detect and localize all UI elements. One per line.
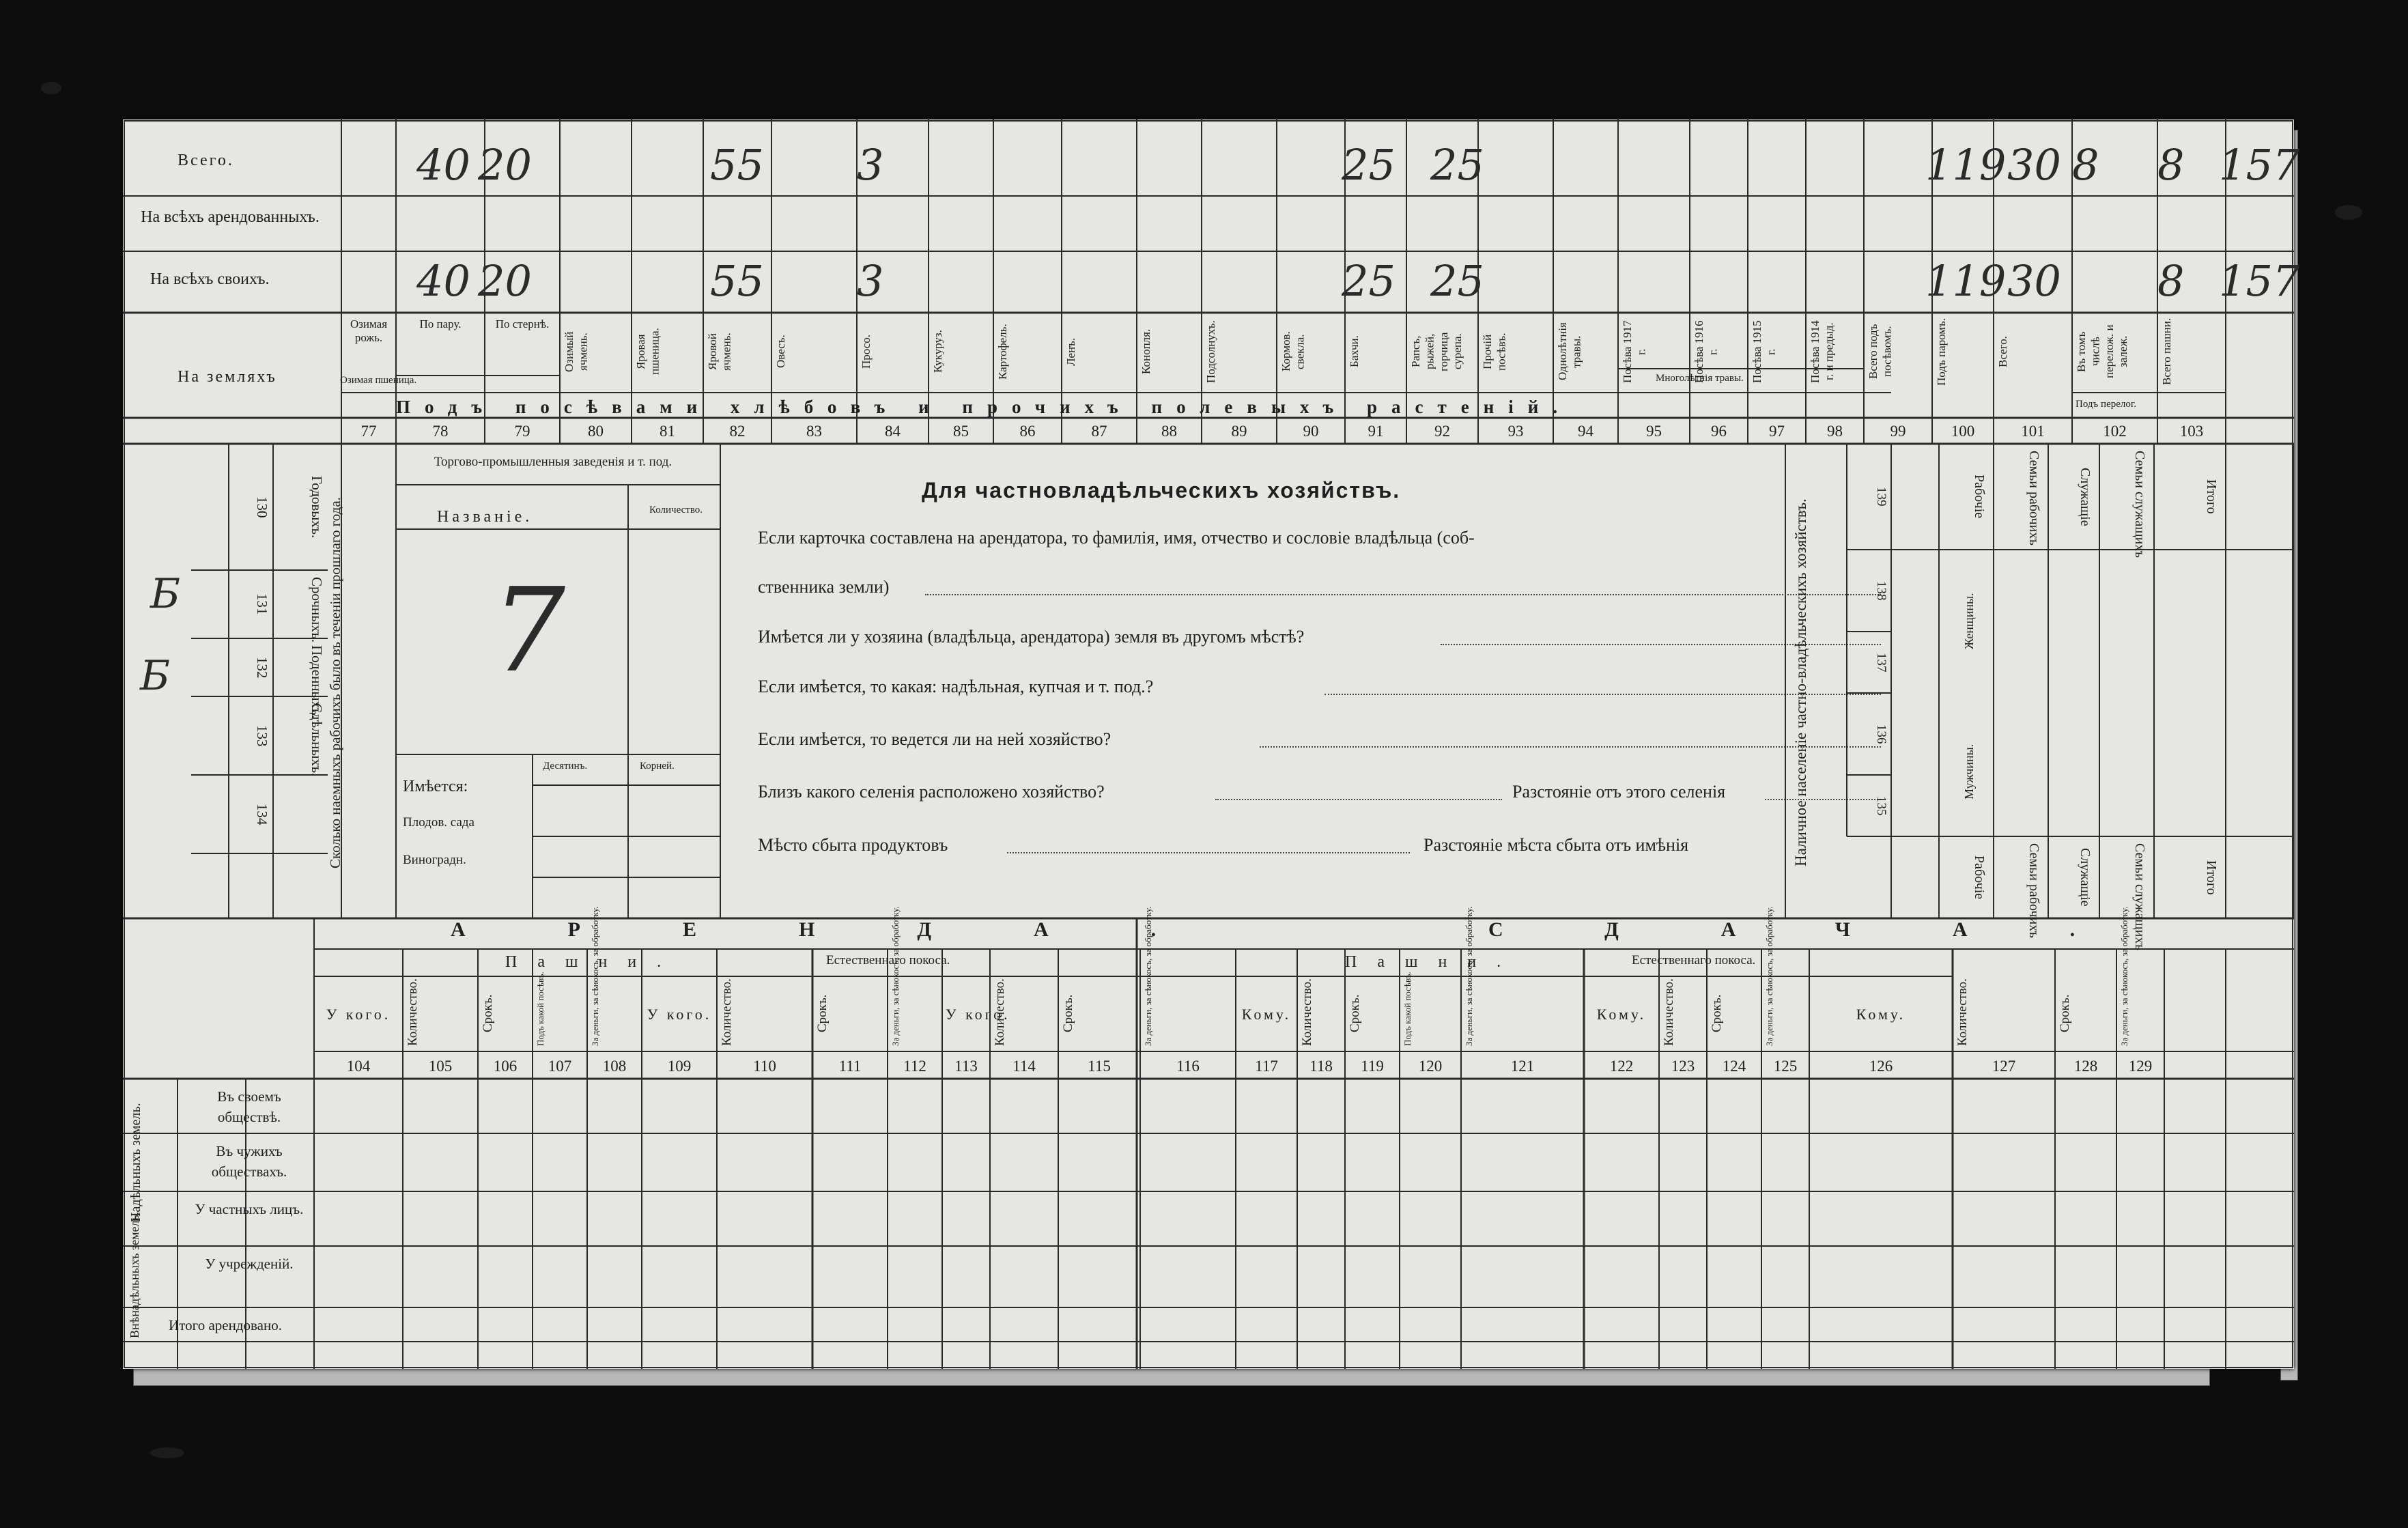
lease-col-number: 114 xyxy=(1012,1058,1036,1075)
lease-col-header: За деньги, за сѣнокосъ, за обработку. xyxy=(1143,906,1153,1046)
lease-col-header: Срокъ. xyxy=(1348,994,1362,1033)
form-q2: Имѣется ли у хозяина (владѣльца, арендатора) земля въ другомъ мѣстѣ? xyxy=(758,627,1305,647)
lease-col-number: 126 xyxy=(1869,1058,1893,1075)
population-col-header: Рабочіе xyxy=(1972,475,1987,519)
population-men: Мужчины. xyxy=(1962,744,1976,800)
group-label-winter-wheat: Озимая пшеница. xyxy=(340,375,417,386)
crop-header: Яровая пшеница. xyxy=(634,328,662,376)
lease-col-number: 116 xyxy=(1176,1058,1200,1075)
lease-row-label: У частныхъ лицъ. xyxy=(195,1201,304,1217)
population-col-footer: Рабочіе xyxy=(1972,855,1987,900)
population-col-footer: Служащіе xyxy=(2078,848,2093,907)
lease-col-header: Кому. xyxy=(1241,1006,1292,1023)
sdacha-pokos: Естественнаго покоса. xyxy=(1632,953,1756,967)
lease-col-number: 105 xyxy=(428,1058,453,1075)
lease-col-number: 117 xyxy=(1255,1058,1278,1075)
crop-header: Посѣва 1916 г. xyxy=(1692,320,1720,383)
arenda-title: АРЕНДА. xyxy=(451,918,1259,941)
lease-col-header: За деньги, за сѣнокосъ, за обработку. xyxy=(590,906,600,1046)
lease-col-number: 128 xyxy=(2073,1058,2098,1075)
population-row-num: 138 xyxy=(1874,580,1888,601)
worker-row-label: Годовыхъ. xyxy=(309,475,325,539)
sdacha-title: СДАЧА. xyxy=(1488,918,2178,941)
lease-col-number: 106 xyxy=(493,1058,518,1075)
population-row-num: 139 xyxy=(1874,487,1888,507)
column-number: 86 xyxy=(1019,423,1036,440)
lease-col-header: Срокъ. xyxy=(1710,994,1724,1033)
hw-trade-number: 7 xyxy=(492,563,566,698)
column-number: 85 xyxy=(953,423,969,440)
hw-total-84: 3 xyxy=(857,140,884,190)
column-number: 94 xyxy=(1578,423,1593,440)
column-number: 82 xyxy=(729,423,746,440)
form-q6a: Мѣсто сбыта продуктовъ xyxy=(758,835,948,855)
lease-col-header: За деньги, за сѣнокосъ, за обработку. xyxy=(1464,906,1474,1046)
crop-header: Конопля. xyxy=(1139,328,1152,375)
lease-col-number: 109 xyxy=(667,1058,692,1075)
lease-col-number: 104 xyxy=(346,1058,371,1075)
hw-own-91: 25 xyxy=(1342,256,1396,306)
worker-row-label: Срочныхъ. xyxy=(309,577,325,643)
lease-col-number: 110 xyxy=(753,1058,776,1075)
population-row-num: 135 xyxy=(1874,795,1888,816)
lease-col-number: 125 xyxy=(1773,1058,1798,1075)
form-q1b: ственника земли) xyxy=(758,577,890,597)
lease-row-label: Итого арендовано. xyxy=(169,1317,282,1333)
lease-col-header: Количество. xyxy=(1662,978,1676,1046)
crop-header: Всего пашни. xyxy=(2160,317,2173,386)
column-number: 79 xyxy=(514,423,530,440)
lease-col-header: Количество. xyxy=(1300,978,1314,1046)
population-col-footer: Семьи служащихъ xyxy=(2132,843,2147,950)
crop-header: Бахчи. xyxy=(1348,335,1361,368)
hw-letter-b2: Б xyxy=(140,652,171,700)
column-number: 103 xyxy=(2179,423,2204,440)
crop-header: Всего. xyxy=(1996,336,2009,367)
hw-total-102: 8 xyxy=(2157,140,2185,190)
private-form-title: Для частновладѣльческихъ хозяйствъ. xyxy=(922,478,1401,503)
crop-header: Озимая рожь. xyxy=(350,317,388,345)
lease-col-header: Количество. xyxy=(406,978,420,1046)
crop-header: Подсолнухъ. xyxy=(1204,320,1217,383)
worker-row-num: 134 xyxy=(254,803,270,825)
hw-total-91: 25 xyxy=(1342,140,1396,190)
lease-col-number: 124 xyxy=(1722,1058,1746,1075)
lease-col-number: 119 xyxy=(1361,1058,1384,1075)
population-col-footer: Семьи рабочихъ xyxy=(2026,843,2041,938)
worker-row-num: 132 xyxy=(254,656,270,679)
column-number: 93 xyxy=(1507,423,1524,440)
lease-col-number: 120 xyxy=(1418,1058,1443,1075)
lease-col-header: Количество. xyxy=(1955,978,1970,1046)
form-q4: Если имѣется, то ведется ли на ней хозяйство? xyxy=(758,729,1111,749)
lease-col-header: У кого. xyxy=(647,1006,712,1023)
crop-header: Прочій посѣвъ. xyxy=(1481,333,1508,371)
form-q1a: Если карточка составлена на арендатора, то фамилія, имя, отчество и сословіе владѣльца (соб- xyxy=(758,528,1475,548)
background-speck xyxy=(2335,205,2362,220)
crop-header: Кукуруз. xyxy=(931,330,944,373)
hw-own-102: 8 xyxy=(2157,256,2185,306)
lease-col-header: Кому. xyxy=(1856,1006,1906,1023)
lease-col-header: Срокъ. xyxy=(815,994,830,1033)
vineyard-label: Виноградн. xyxy=(403,853,466,867)
column-number: 89 xyxy=(1231,423,1247,440)
lease-row-label: Въ чужихъ обществахъ. xyxy=(211,1143,287,1180)
hw-own-100: 30 xyxy=(2007,256,2061,306)
crop-header: По стернѣ. xyxy=(495,317,550,330)
crop-header: Овесъ. xyxy=(774,335,787,369)
hw-total-103: 157 xyxy=(2219,140,2300,190)
census-card xyxy=(123,119,2300,1369)
population-women: Женщины. xyxy=(1962,593,1976,650)
hw-own-84: 3 xyxy=(857,256,884,306)
lease-col-number: 129 xyxy=(2128,1058,2153,1075)
hw-own-82: 55 xyxy=(710,256,764,306)
group-label-fallow: Подъ перелог. xyxy=(2076,399,2137,410)
lease-col-header: За деньги, за сѣнокосъ, за обработку. xyxy=(1764,906,1774,1046)
crop-header: Рапсъ, рыжей, горчица сурепа. xyxy=(1409,332,1464,371)
lease-col-number: 112 xyxy=(903,1058,926,1075)
column-number: 92 xyxy=(1434,423,1450,440)
background-speck xyxy=(41,82,61,94)
column-number: 83 xyxy=(806,423,822,440)
worker-row-label: Сдѣльныхъ. xyxy=(309,703,325,777)
hw-own-79: 20 xyxy=(478,256,532,306)
trade-name-col: Названіе. xyxy=(437,508,533,526)
hw-total-92: 25 xyxy=(1430,140,1484,190)
row-label-on-lands: На земляхъ xyxy=(178,368,277,386)
hw-own-78: 40 xyxy=(416,256,470,306)
column-number: 100 xyxy=(1951,423,1975,440)
lease-col-number: 121 xyxy=(1510,1058,1535,1075)
column-number: 101 xyxy=(2021,423,2045,440)
hw-own-103: 157 xyxy=(2219,256,2300,306)
column-number: 95 xyxy=(1646,423,1662,440)
lease-col-number: 107 xyxy=(548,1058,572,1075)
hw-own-99: 119 xyxy=(1925,256,2007,306)
lease-col-header: Срокъ. xyxy=(2058,994,2072,1033)
worker-row-num: 130 xyxy=(254,496,270,518)
crop-header: Однолѣтнія травы. xyxy=(1556,322,1583,381)
worker-row-num: 131 xyxy=(254,593,270,615)
row-label-total: Всего. xyxy=(178,152,234,169)
crop-header: Въ томъ числѣ перелож. и залеж. xyxy=(2075,324,2130,379)
form-q5b: Разстояніе отъ этого селенія xyxy=(1512,782,1726,802)
trade-qty-col: Количество. xyxy=(649,505,703,515)
lease-col-number: 108 xyxy=(602,1058,627,1075)
lease-col-number: 113 xyxy=(954,1058,978,1075)
column-number: 81 xyxy=(660,423,675,440)
population-col-header: Семьи рабочихъ xyxy=(2026,451,2041,546)
hw-letter-b1: Б xyxy=(150,570,181,618)
column-number: 88 xyxy=(1161,423,1177,440)
lease-col-number: 111 xyxy=(838,1058,862,1075)
lease-col-header: Срокъ. xyxy=(1061,994,1075,1033)
crop-header: Просо. xyxy=(860,335,873,369)
column-number: 78 xyxy=(432,423,449,440)
group-label-perennial: Многолѣтнія травы. xyxy=(1656,373,1744,384)
lease-col-header: Количество. xyxy=(720,978,734,1046)
desyatin-col: Десятинъ. xyxy=(543,761,588,772)
lease-col-header: За деньги, за сѣнокосъ, за обработку. xyxy=(2119,906,2129,1046)
population-col-header: Служащіе xyxy=(2078,467,2093,526)
sdacha-pashni: Пашни. xyxy=(1345,953,1522,971)
lease-col-number: 122 xyxy=(1609,1058,1634,1075)
lease-row-label: У учрежденій. xyxy=(205,1256,294,1272)
column-number: 84 xyxy=(885,423,901,440)
crop-header: Всего подъ посѣвомъ. xyxy=(1867,324,1894,380)
row-group-vnenadel: Внѣнадѣльныхъ земель. xyxy=(128,1211,141,1338)
background-speck xyxy=(150,1447,184,1458)
orchard-label: Плодов. сада xyxy=(403,815,474,830)
hw-total-79: 20 xyxy=(478,140,532,190)
worker-row-num: 133 xyxy=(254,724,270,747)
column-number: 102 xyxy=(2103,423,2127,440)
lease-col-number: 123 xyxy=(1671,1058,1695,1075)
column-number: 96 xyxy=(1711,423,1727,440)
population-title: Наличное населеніе частно-владѣльческихъ хозяйствъ. xyxy=(1792,498,1809,867)
crop-header: Посѣва 1917 г. xyxy=(1621,320,1648,383)
lease-row-label: Въ своемъ обществѣ. xyxy=(217,1088,281,1126)
column-number: 87 xyxy=(1091,423,1107,440)
banner-under-crops: Подъ посѣвами хлѣбовъ и прочихъ полевыхъ растеній. xyxy=(396,397,1572,417)
lease-col-header: Кому. xyxy=(1596,1006,1647,1023)
worker-row-label: Поденныхъ. xyxy=(309,645,325,719)
lease-col-header: Срокъ. xyxy=(481,994,495,1033)
form-q3: Если имѣется, то какая: надѣльная, купчая и т. под.? xyxy=(758,677,1154,696)
column-number: 99 xyxy=(1890,423,1906,440)
lease-col-number: 127 xyxy=(1992,1058,2016,1075)
column-number: 91 xyxy=(1368,423,1384,440)
hw-total-78: 40 xyxy=(416,140,470,190)
trade-title: Торгово-промышленныя заведенія и т. под. xyxy=(434,455,672,469)
population-col-header: Итого xyxy=(2204,479,2219,514)
row-label-rented: На всѣхъ арендованныхъ. xyxy=(141,208,320,226)
lease-col-header: За деньги, за сѣнокосъ, за обработку. xyxy=(890,906,901,1046)
crop-header: Яровой ячмень. xyxy=(706,333,733,371)
lease-col-header: Подъ какой посѣвъ. xyxy=(535,972,546,1046)
arenda-pashni: Пашни. xyxy=(505,953,682,971)
lease-col-header: Подъ какой посѣвъ. xyxy=(1402,972,1413,1046)
population-row-num: 137 xyxy=(1874,652,1888,673)
crop-header: По пару. xyxy=(419,317,462,330)
crop-header: Посѣва 1914 г. и предыд. xyxy=(1809,320,1836,383)
column-number: 97 xyxy=(1769,423,1785,440)
column-number: 77 xyxy=(360,423,377,440)
row-label-own: На всѣхъ своихъ. xyxy=(150,270,270,288)
has-label: Имѣется: xyxy=(403,778,468,795)
crop-header: Картофель. xyxy=(996,324,1009,380)
form-q6b: Разстояніе мѣста сбыта отъ имѣнія xyxy=(1423,835,1689,855)
lease-col-number: 118 xyxy=(1309,1058,1333,1075)
lease-col-number: 115 xyxy=(1088,1058,1111,1075)
form-field-market[interactable] xyxy=(1007,852,1410,853)
lease-col-header: Количество. xyxy=(993,978,1007,1046)
crop-header: Кормов. свекла. xyxy=(1279,331,1307,372)
population-row-num: 136 xyxy=(1874,724,1888,744)
korney-col: Корней. xyxy=(640,761,675,772)
population-col-header: Семьи служащихъ xyxy=(2132,451,2147,558)
column-number: 80 xyxy=(588,423,604,440)
crop-header: Озимый ячмень. xyxy=(563,331,590,372)
hw-total-100: 30 xyxy=(2007,140,2061,190)
row-group-nadel: Надѣльныхъ земель. xyxy=(128,1103,143,1222)
arenda-pokos: Естественнаго покоса. xyxy=(826,953,950,967)
form-field-owner[interactable] xyxy=(925,594,1881,595)
column-number: 90 xyxy=(1303,423,1319,440)
lease-col-header: У кого. xyxy=(326,1006,391,1023)
form-q5a: Близъ какого селенія расположено хозяйство? xyxy=(758,782,1105,802)
hw-own-92: 25 xyxy=(1430,256,1484,306)
hw-total-101: 8 xyxy=(2072,140,2099,190)
hired-workers-title: Сколько наемныхъ рабочихъ было въ теченіи прошлаго года. xyxy=(327,497,343,868)
crop-header: Подъ паромъ. xyxy=(1935,317,1948,386)
crop-header: Посѣва 1915 г. xyxy=(1751,320,1778,383)
form-field-farming[interactable] xyxy=(1260,746,1881,748)
hw-total-99: 119 xyxy=(1925,140,2007,190)
crop-header: Ленъ. xyxy=(1064,337,1077,366)
population-col-footer: Итого xyxy=(2204,860,2219,895)
column-number: 98 xyxy=(1827,423,1843,440)
lease-col-header: У кого. xyxy=(946,1006,1010,1023)
hw-total-82: 55 xyxy=(710,140,764,190)
form-field-village[interactable] xyxy=(1215,799,1502,800)
